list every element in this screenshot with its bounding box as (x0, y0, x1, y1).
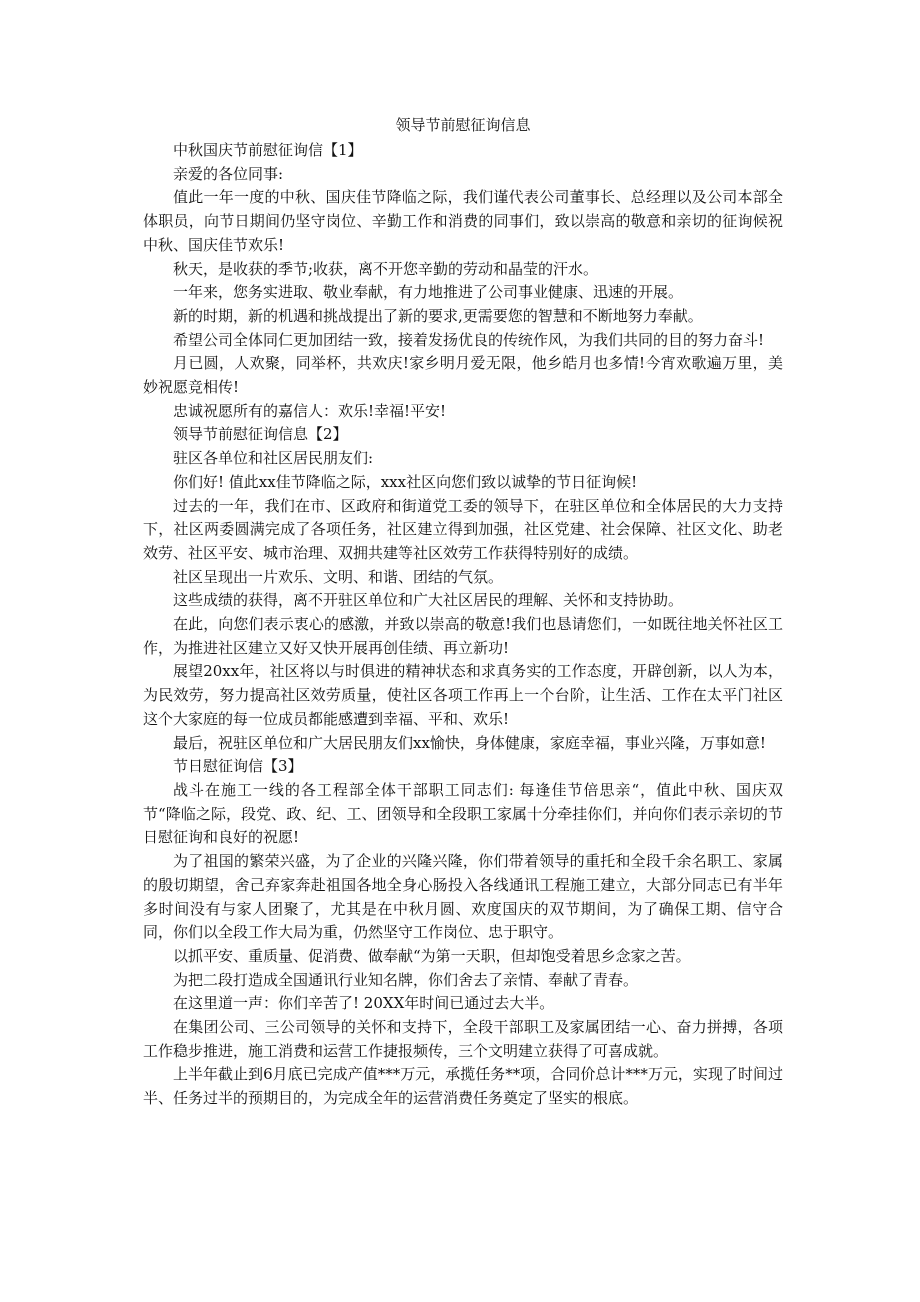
paragraph: 展望20xx年，社区将以与时俱进的精神状态和求真务实的工作态度，开辟创新，以人为本，为民效劳，努力提高社区效劳质量，使社区各项工作再上一个台阶，让生活、工作在太平门社区这个大家庭的每一位成员都能感遭到幸福、平和、欢乐! (143, 662, 783, 728)
paragraph: 这些成绩的获得，离不开驻区单位和广大社区居民的理解、关怀和支持协助。 (173, 591, 684, 610)
paragraph: 中秋国庆节前慰征询信【1】 (173, 141, 363, 159)
paragraph: 为了祖国的繁荣兴盛，为了企业的兴隆兴隆，你们带着领导的重托和全段千余名职工、家属的殷切期望，舍己弃家奔赴祖国各地全身心肠投入各线通讯工程施工建立，大部分同志已有半年多时间没有与家人团聚了，尤其是在中秋月圆、欢度国庆的双节期间，为了确保工期、信守合同，你们以全段工作大局为重，仍然坚守工作岗位、忠于职守。 (143, 852, 783, 942)
paragraph: 亲爱的各位同事: (173, 164, 284, 183)
paragraph: 希望公司全体同仁更加团结一致，接着发扬优良的传统作风，为我们共同的目的努力奋斗! (173, 330, 765, 349)
paragraph: 节日慰征询信【3】 (173, 757, 303, 776)
paragraph: 过去的一年，我们在市、区政府和街道党工委的领导下，在驻区单位和全体居民的大力支持下，社区两委圆满完成了各项任务，社区建立得到加强，社区党建、社会保障、社区文化、助老效劳、社区平安、城市治理、双拥共建等社区效劳工作获得特别好的成绩。 (143, 496, 783, 562)
paragraph: 你们好! 值此xx佳节降临之际，xxx社区向您们致以诚挚的节日征询候! (173, 472, 638, 491)
paragraph: 新的时期，新的机遇和挑战提出了新的要求,更需要您的智慧和不断地努力奉献。 (173, 306, 703, 325)
document-page (143, 113, 783, 1111)
paragraph: 忠诚祝愿所有的嘉信人：欢乐!幸福!平安! (173, 401, 447, 420)
paragraph: 社区呈现出一片欢乐、文明、和谐、团结的气氛。 (173, 567, 504, 586)
paragraph: 秋天，是收获的季节;收获，离不开您辛勤的劳动和晶莹的汗水。 (173, 259, 599, 278)
paragraph: 月已圆，人欢聚，同举杯，共欢庆!家乡明月爱无限，他乡皓月也多情!今宵欢歌遍万里，美妙祝愿竞相传! (143, 354, 783, 397)
paragraph: 领导节前慰征询信息【2】 (173, 425, 348, 444)
paragraph: 在这里道一声：你们辛苦了! 20XX年时间已通过去大半。 (173, 994, 555, 1013)
paragraph: 战斗在施工一线的各工程部全体干部职工同志们: 每逢佳节倍思亲“，值此中秋、国庆双节“降临之际，段党、政、纪、工、团领导和全段职工家属十分牵挂你们，并向你们表示亲切的节日慰征询和良好的祝愿! (143, 780, 783, 847)
paragraph: 最后，祝驻区单位和广大居民朋友们xx愉快，身体健康，家庭幸福，事业兴隆，万事如意! (173, 733, 766, 752)
paragraph: 在此，向您们表示衷心的感激，并致以崇高的敬意!我们也恳请您们，一如既往地关怀社区工作，为推进社区建立又好又快开展再创佳绩、再立新功! (143, 615, 783, 657)
document-title: 领导节前慰征询信息 (395, 116, 531, 134)
document-body (143, 139, 783, 1111)
paragraph: 驻区各单位和社区居民朋友们: (173, 449, 374, 468)
paragraph: 值此一年一度的中秋、国庆佳节降临之际，我们谨代表公司董事长、总经理以及公司本部全体职员，向节日期间仍坚守岗位、辛勤工作和消费的同事们，致以崇高的敬意和亲切的征询候祝中秋、国庆佳节欢乐! (143, 188, 783, 254)
paragraph: 上半年截止到6月底已完成产值***万元，承揽任务**项，合同价总计***万元，实现了时间过半、任务过半的预期目的，为完成全年的运营消费任务奠定了坚实的根底。 (143, 1065, 783, 1108)
paragraph: 以抓平安、重质量、促消费、做奉献“为第一天职，但却饱受着思乡念家之苦。 (173, 946, 691, 965)
paragraph: 一年来，您务实进取、敬业奉献，有力地推进了公司事业健康、迅速的开展。 (173, 283, 684, 302)
paragraph: 为把二段打造成全国通讯行业知名牌，你们舍去了亲情、奉献了青春。 (173, 970, 639, 989)
paragraph: 在集团公司、三公司领导的关怀和支持下，全段干部职工及家属团结一心、奋力拼搏，各项工作稳步推进，施工消费和运营工作捷报频传，三个文明建立获得了可喜成就。 (143, 1018, 783, 1060)
